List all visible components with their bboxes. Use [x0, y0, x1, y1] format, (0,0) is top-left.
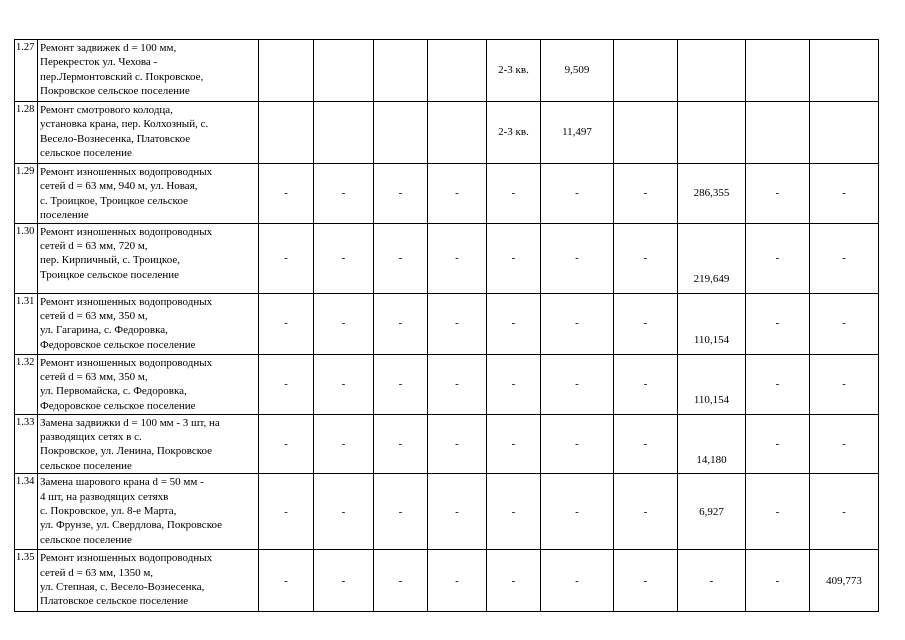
table-row — [15, 223, 879, 293]
row-number: 1.28 — [15, 102, 38, 164]
value-cell: - — [314, 164, 374, 224]
value-cell — [428, 102, 487, 164]
value-cell: 286,355 — [678, 164, 746, 224]
value-cell: - — [374, 164, 428, 224]
value-cell: - — [428, 293, 487, 354]
table-row — [15, 293, 879, 354]
value-cell: 110,154 — [678, 354, 746, 414]
value-cell: 2-3 кв. — [487, 40, 541, 102]
value-cell: 110,154 — [678, 293, 746, 354]
table-row — [15, 550, 879, 612]
value-cell — [678, 40, 746, 102]
work-description: Ремонт изношенных водопроводных сетей d = 63 мм, 350 м, ул. Гагарина, с. Федоровка, Федоровское сельское поселение — [38, 293, 259, 354]
row-number: 1.34 — [15, 474, 38, 550]
value-cell: - — [428, 354, 487, 414]
value-cell — [746, 40, 810, 102]
value-cell: - — [259, 223, 314, 293]
value-cell: - — [746, 164, 810, 224]
value-cell: 14,180 — [678, 414, 746, 474]
value-cell: - — [428, 223, 487, 293]
value-cell: - — [614, 414, 678, 474]
value-cell: 9,509 — [541, 40, 614, 102]
value-cell: - — [314, 354, 374, 414]
value-cell: - — [428, 164, 487, 224]
value-cell: - — [541, 354, 614, 414]
value-cell: - — [374, 414, 428, 474]
value-cell: 219,649 — [678, 223, 746, 293]
work-description: Замена шарового крана d = 50 мм - 4 шт, на разводящих сетяхв с. Покровское, ул. 8-е Марта, ул. Фрунзе, ул. Свердлова, Покровское сельское поселение — [38, 474, 259, 550]
table-row — [15, 40, 879, 102]
value-cell: - — [314, 550, 374, 612]
value-cell — [614, 40, 678, 102]
value-cell: 11,497 — [541, 102, 614, 164]
value-cell: - — [614, 550, 678, 612]
value-cell: - — [374, 354, 428, 414]
work-description: Ремонт изношенных водопроводных сетей d = 63 мм, 350 м, ул. Первомайска, с. Федоровка, Федоровское сельское поселение — [38, 354, 259, 414]
row-number: 1.30 — [15, 223, 38, 293]
document-page — [14, 39, 879, 612]
value-cell — [374, 102, 428, 164]
value-cell: - — [487, 474, 541, 550]
value-cell: - — [810, 223, 879, 293]
value-cell: - — [810, 293, 879, 354]
value-cell: - — [259, 414, 314, 474]
value-cell: - — [541, 223, 614, 293]
value-cell: - — [810, 414, 879, 474]
value-cell: - — [678, 550, 746, 612]
value-cell: - — [259, 550, 314, 612]
value-cell — [259, 102, 314, 164]
value-cell: - — [487, 354, 541, 414]
work-description: Ремонт изношенных водопроводных сетей d = 63 мм, 720 м, пер. Кирпичный, с. Троицкое, Троицкое сельское поселение — [38, 223, 259, 293]
row-number: 1.35 — [15, 550, 38, 612]
work-description: Ремонт задвижек d = 100 мм, Перекресток ул. Чехова - пер.Лермонтовский с. Покровское, Покровское сельское поселение — [38, 40, 259, 102]
value-cell — [314, 102, 374, 164]
value-cell — [374, 40, 428, 102]
value-cell: - — [541, 164, 614, 224]
value-cell: - — [487, 223, 541, 293]
table-row — [15, 354, 879, 414]
table-row — [15, 164, 879, 224]
value-cell: - — [314, 293, 374, 354]
value-cell — [428, 40, 487, 102]
value-cell: - — [314, 414, 374, 474]
value-cell: - — [810, 474, 879, 550]
row-number: 1.32 — [15, 354, 38, 414]
value-cell: - — [810, 164, 879, 224]
value-cell: - — [374, 223, 428, 293]
table-row — [15, 474, 879, 550]
value-cell: - — [810, 354, 879, 414]
row-number: 1.27 — [15, 40, 38, 102]
row-number: 1.31 — [15, 293, 38, 354]
value-cell — [314, 40, 374, 102]
value-cell: - — [541, 474, 614, 550]
value-cell: - — [314, 223, 374, 293]
value-cell: - — [374, 474, 428, 550]
value-cell: - — [614, 223, 678, 293]
value-cell: - — [746, 474, 810, 550]
value-cell: - — [259, 474, 314, 550]
work-description: Ремонт изношенных водопроводных сетей d = 63 мм, 940 м, ул. Новая, с. Троицкое, Троицкое сельское поселение — [38, 164, 259, 224]
value-cell — [810, 40, 879, 102]
value-cell: - — [487, 550, 541, 612]
value-cell: - — [614, 354, 678, 414]
value-cell: - — [487, 293, 541, 354]
value-cell: - — [746, 414, 810, 474]
value-cell: - — [428, 414, 487, 474]
value-cell: - — [259, 164, 314, 224]
value-cell: - — [428, 474, 487, 550]
value-cell: 6,927 — [678, 474, 746, 550]
value-cell — [614, 102, 678, 164]
value-cell: - — [487, 164, 541, 224]
value-cell — [746, 102, 810, 164]
value-cell: - — [614, 474, 678, 550]
value-cell: - — [746, 354, 810, 414]
work-description: Замена задвижки d = 100 мм - 3 шт, на разводящих сетях в с. Покровское, ул. Ленина, Покровское сельское поселение — [38, 414, 259, 474]
value-cell — [678, 102, 746, 164]
value-cell: - — [259, 293, 314, 354]
value-cell: - — [314, 474, 374, 550]
value-cell: - — [746, 550, 810, 612]
work-description: Ремонт изношенных водопроводных сетей d = 63 мм, 1350 м, ул. Степная, с. Весело-Вознесенка, Платовское сельское поселение — [38, 550, 259, 612]
value-cell — [810, 102, 879, 164]
row-number: 1.29 — [15, 164, 38, 224]
value-cell: - — [374, 550, 428, 612]
value-cell: - — [541, 414, 614, 474]
value-cell: - — [614, 293, 678, 354]
row-number: 1.33 — [15, 414, 38, 474]
works-table — [14, 39, 879, 612]
value-cell: - — [428, 550, 487, 612]
value-cell: - — [746, 293, 810, 354]
value-cell: - — [487, 414, 541, 474]
value-cell: - — [541, 293, 614, 354]
table-row — [15, 102, 879, 164]
value-cell: - — [614, 164, 678, 224]
value-cell: 2-3 кв. — [487, 102, 541, 164]
table-row — [15, 414, 879, 474]
value-cell: - — [259, 354, 314, 414]
value-cell: 409,773 — [810, 550, 879, 612]
value-cell: - — [374, 293, 428, 354]
value-cell: - — [541, 550, 614, 612]
work-description: Ремонт смотрового колодца, установка крана, пер. Колхозный, с. Весело-Вознесенка, Платовское сельское поселение — [38, 102, 259, 164]
value-cell: - — [746, 223, 810, 293]
value-cell — [259, 40, 314, 102]
